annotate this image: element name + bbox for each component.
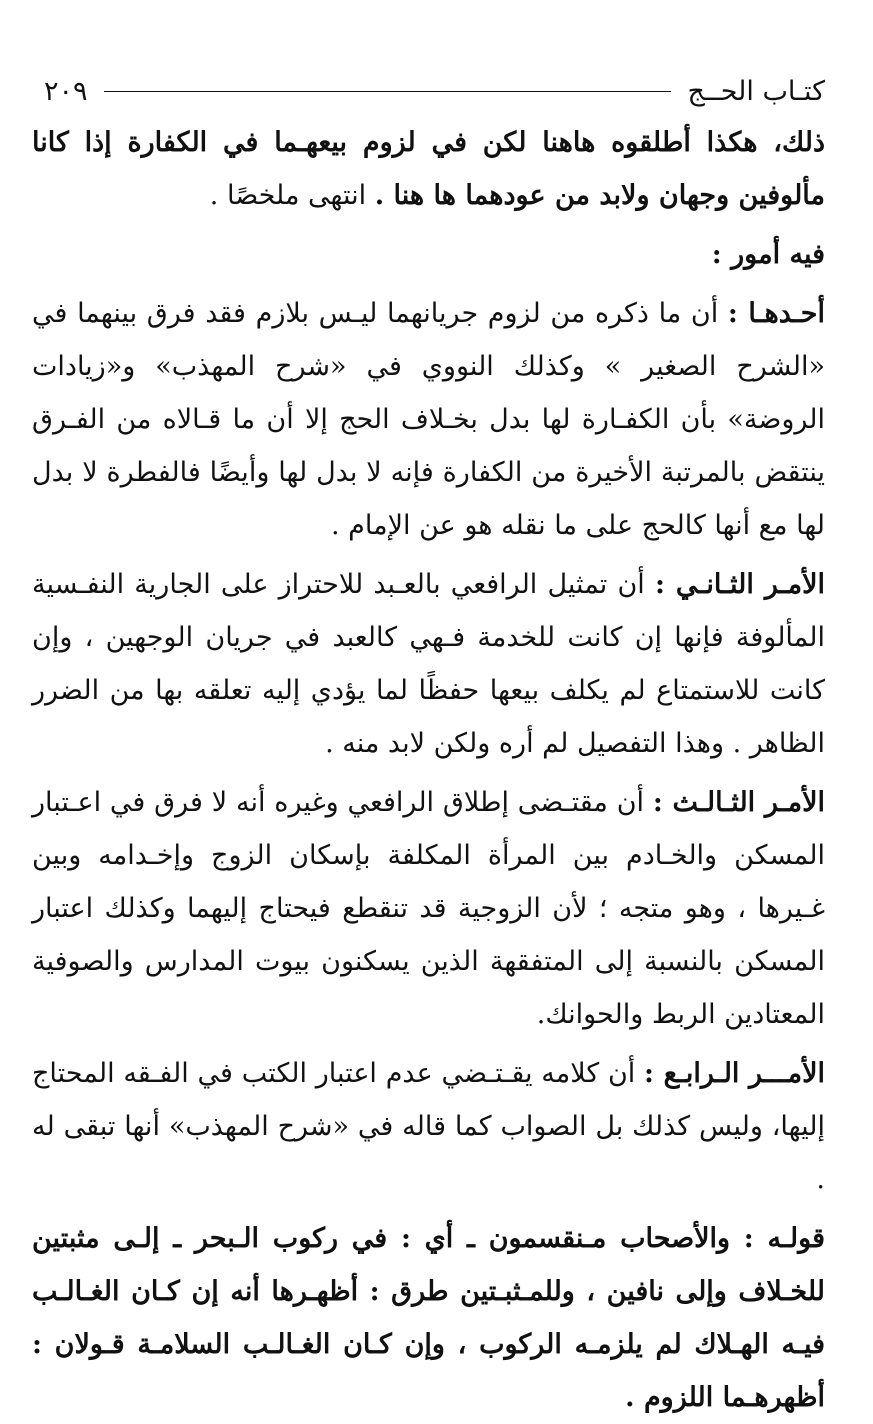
paragraph-5-text: أن مقتـضى إطلاق الرافعي وغيره أنه لا فرق في اعـتبار المسكن والخـادم بين المرأة المكلفة بإسكان الزوج وإخـدامه وبين غـيرها ، وهو متجه ؛ لأن الزوجية قد تنقطع فيحتاج إليهما وكذلك اعتبار المسكن بالنسبة إلى المتفقهة الذين يسكنون بيوت المدارس والصوفية المعتادين الربط والحوانك. (32, 787, 825, 1030)
page-body (32, 116, 825, 1424)
paragraph-4-lead: الأمـر الثـانـي : (654, 569, 825, 600)
paragraph-2: فيه أمور : (711, 239, 825, 270)
paragraph-4-text: أن تمثيل الرافعي بالعـبد للاحتراز على الجارية النفـسية المألوفة فإنها إن كانت للخدمة فـهي كالعبد في جريان الوجهين ، وإن كانت للاستمتاع لم يكلف بيعها حفظًا لما يؤدي إليه تعلقه بها من الضرر الظاهر . وهذا التفصيل لم أره ولكن لابد منه . (32, 569, 825, 759)
paragraph-6-text: أن كلامه يقـتـضي عدم اعتبار الكتب في الفـقه المحتاج إليها، وليس كذلك بل الصواب كما قاله في «شرح المهذب» أنها تبقى له . (32, 1058, 825, 1195)
running-header (32, 66, 825, 116)
running-title: كتـاب الحــج (687, 75, 825, 107)
paragraph-7: قولـه : والأصحاب مـنقسمون ـ أي : في ركوب الـبحر ـ إلـى مثبتين للخـلاف وإلى نافين ، وللمـثبـتين طرق : أظهـرها أنه إن كـان الغـالـب فيـه الهـلاك لم يلزمـه الركوب ، وإن كـان الغـالـب السلامـة قـولان : أظهرهـما اللزوم . (32, 1223, 825, 1413)
paragraph-3 (32, 287, 825, 552)
header-rule (104, 91, 672, 92)
paragraph-4 (32, 558, 825, 770)
paragraph-5 (32, 776, 825, 1041)
paragraph-1 (32, 116, 825, 222)
paragraph-1-rest: انتهى ملخصًا . (209, 180, 375, 211)
paragraph-5-lead: الأمـر الثـالـث : (652, 787, 825, 818)
paragraph-6-lead: الأمـــر الـرابـع : (644, 1058, 825, 1089)
book-page (32, 66, 825, 1424)
page-number: ٢٠٩ (44, 75, 88, 107)
paragraph-3-text: أن ما ذكره من لزوم جريانهما ليـس بلازم فقد فرق بينهما في «الشرح الصغير » وكذلك النووي في «شرح المهذب» و«زيادات الروضة» بأن الكفـارة لها بدل بخـلاف الحج إلا أن ما قـالاه من الفـرق ينتقض بالمرتبة الأخيرة من الكفارة فإنه لا بدل لها وأيضًا فالفطرة لا بدل لها مع أنها كالحج على ما نقله هو عن الإمام . (32, 298, 825, 541)
paragraph-1-bold: ذلك، هكذا أطلقوه هاهنا لكن في لزوم بيعهـما في الكفارة إذا كانا مألوفين وجهان ولابد من عودهما ها هنا . (32, 127, 825, 211)
paragraph-3-lead: أحـدهـا : (727, 298, 825, 329)
paragraph-6 (32, 1047, 825, 1206)
